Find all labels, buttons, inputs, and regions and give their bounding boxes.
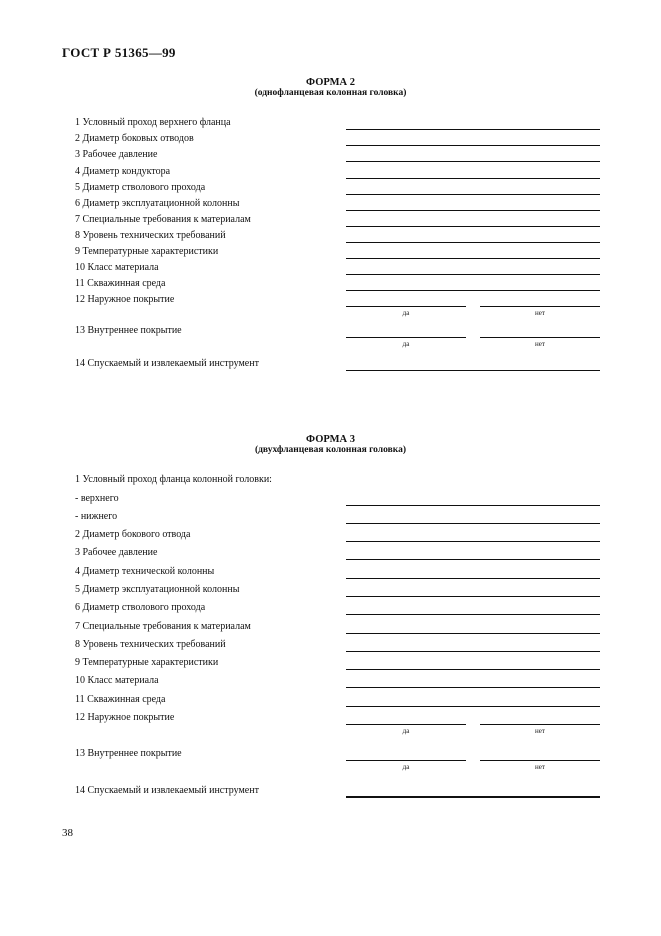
field-label: 3 Рабочее давление bbox=[75, 547, 158, 558]
form2-field-12 bbox=[0, 289, 661, 317]
field-label: 14 Спускаемый и извлекаемый инструмент bbox=[75, 785, 259, 796]
form3-field-12 bbox=[0, 707, 661, 735]
fill-line[interactable] bbox=[346, 796, 600, 798]
field-label: 4 Диаметр технической колонны bbox=[75, 566, 215, 577]
field-label: 12 Наружное покрытие bbox=[75, 712, 175, 723]
no-label: нет bbox=[535, 727, 545, 735]
field-label: 14 Спускаемый и извлекаемый инструмент bbox=[75, 358, 259, 369]
form3-subtitle: (двухфланцевая колонная головка) bbox=[254, 445, 407, 455]
no-fill-line[interactable] bbox=[480, 337, 600, 338]
field-label: 3 Рабочее давление bbox=[75, 149, 158, 160]
field-label: 5 Диаметр стволового прохода bbox=[75, 182, 206, 193]
field-label: 6 Диаметр стволового прохода bbox=[75, 602, 206, 613]
no-fill-line[interactable] bbox=[480, 724, 600, 725]
field-label: 6 Диаметр эксплуатационной колонны bbox=[75, 198, 240, 209]
form3-field-6 bbox=[0, 597, 661, 615]
yes-label: да bbox=[402, 763, 410, 771]
form3-field-14 bbox=[0, 780, 661, 798]
field-label: 7 Специальные требования к материалам bbox=[75, 621, 251, 632]
no-fill-line[interactable] bbox=[480, 760, 600, 761]
form2-title-block bbox=[0, 77, 661, 99]
field-label: - верхнего bbox=[75, 493, 119, 504]
form3-field-10 bbox=[0, 670, 661, 688]
yes-fill-line[interactable] bbox=[346, 760, 466, 761]
field-label: 1 Условный проход верхнего фланца bbox=[75, 117, 231, 128]
field-label: - нижнего bbox=[75, 511, 118, 522]
form3-title: ФОРМА 3 bbox=[306, 434, 355, 445]
fill-line[interactable] bbox=[346, 614, 600, 615]
form3-field-9 bbox=[0, 652, 661, 670]
field-label: 12 Наружное покрытие bbox=[75, 294, 175, 305]
form3-field-1 bbox=[0, 469, 661, 487]
form3-field-2 bbox=[0, 524, 661, 542]
field-label: 9 Температурные характеристики bbox=[75, 657, 219, 668]
field-label: 13 Внутреннее покрытие bbox=[75, 325, 182, 336]
yes-fill-line[interactable] bbox=[346, 306, 466, 307]
no-fill-line[interactable] bbox=[480, 306, 600, 307]
form3-field-7 bbox=[0, 616, 661, 634]
form3-field-4 bbox=[0, 561, 661, 579]
form3-field-5 bbox=[0, 579, 661, 597]
field-label: 2 Диаметр боковых отводов bbox=[75, 133, 194, 144]
document-header: ГОСТ Р 51365—99 bbox=[62, 45, 176, 60]
page-number: 38 bbox=[62, 827, 73, 839]
field-label: 7 Специальные требования к материалам bbox=[75, 214, 251, 225]
form3-field-13 bbox=[0, 743, 661, 771]
field-label: 11 Скважинная среда bbox=[75, 278, 166, 289]
field-label: 8 Уровень технических требований bbox=[75, 639, 226, 650]
form3-field-3 bbox=[0, 542, 661, 560]
yes-label: да bbox=[402, 727, 410, 735]
form3-title-block bbox=[0, 434, 661, 456]
yes-fill-line[interactable] bbox=[346, 724, 466, 725]
form2-subtitle: (однофланцевая колонная головка) bbox=[254, 88, 407, 98]
form2-field-13 bbox=[0, 320, 661, 348]
field-label: 9 Температурные характеристики bbox=[75, 246, 219, 257]
form2-title: ФОРМА 2 bbox=[306, 77, 355, 88]
no-label: нет bbox=[535, 309, 545, 317]
field-label: 4 Диаметр кондуктора bbox=[75, 166, 171, 177]
yes-fill-line[interactable] bbox=[346, 337, 466, 338]
field-label: 11 Скважинная среда bbox=[75, 694, 166, 705]
fill-line[interactable] bbox=[346, 687, 600, 688]
form2-field-14 bbox=[0, 353, 661, 371]
field-label: 2 Диаметр бокового отвода bbox=[75, 529, 191, 540]
fill-line[interactable] bbox=[346, 370, 600, 371]
field-label: 10 Класс материала bbox=[75, 675, 159, 686]
form2-field-3 bbox=[0, 144, 661, 162]
form3-field-1a bbox=[0, 488, 661, 506]
form3-field-1b bbox=[0, 506, 661, 524]
field-label: 8 Уровень технических требований bbox=[75, 230, 226, 241]
field-label: 10 Класс материала bbox=[75, 262, 159, 273]
yes-label: да bbox=[402, 340, 410, 348]
no-label: нет bbox=[535, 340, 545, 348]
fill-line[interactable] bbox=[346, 559, 600, 560]
form3-field-8 bbox=[0, 634, 661, 652]
form3-field-11 bbox=[0, 689, 661, 707]
field-label: 1 Условный проход фланца колонной головки: bbox=[75, 474, 272, 485]
no-label: нет bbox=[535, 763, 545, 771]
yes-label: да bbox=[402, 309, 410, 317]
field-label: 13 Внутреннее покрытие bbox=[75, 748, 182, 759]
field-label: 5 Диаметр эксплуатационной колонны bbox=[75, 584, 240, 595]
